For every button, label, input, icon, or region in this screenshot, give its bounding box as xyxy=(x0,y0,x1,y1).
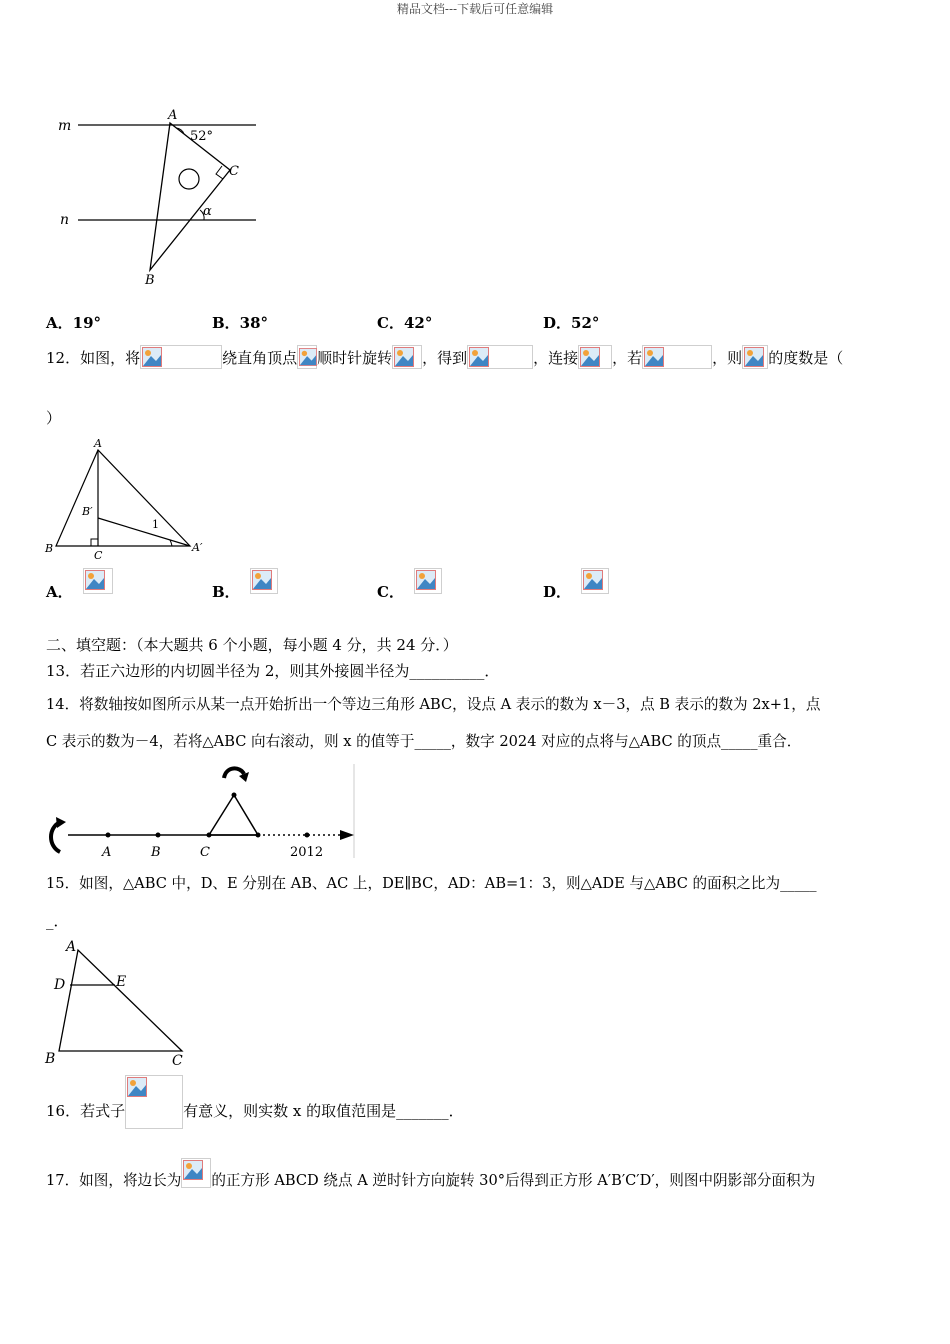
image-placeholder-icon xyxy=(125,1075,183,1129)
q11-option-a: A．19° xyxy=(46,314,102,332)
q12-text-2: 绕直角顶点 xyxy=(222,348,298,367)
figure-q11 xyxy=(50,100,270,295)
q12-option-c-label: C． xyxy=(377,583,404,601)
folded-triangle xyxy=(209,795,258,835)
alpha-label: α xyxy=(203,204,212,219)
angle-label: 52° xyxy=(190,129,214,144)
point-c xyxy=(207,833,212,838)
label-b: B xyxy=(45,1051,56,1067)
question-15-line-2: _． xyxy=(46,912,69,930)
q12-text-4: ，得到 xyxy=(422,348,468,367)
label-e: E xyxy=(116,974,127,990)
question-15-line-1: 15．如图，△ABC 中，D、E 分别在 AB、AC 上，DE∥BC，AD：AB=1：3，则△ADE 与△ABC 的面积之比为_____ xyxy=(46,875,817,892)
question-16 xyxy=(46,1074,464,1130)
label-b: B xyxy=(145,273,155,288)
section-heading: 二、填空题：（本大题共 6 个小题，每小题 4 分，共 24 分．） xyxy=(46,636,458,654)
point-2012 xyxy=(305,833,310,838)
q12-option-a xyxy=(46,568,113,602)
image-placeholder-icon xyxy=(578,345,612,369)
image-placeholder-icon xyxy=(297,345,317,369)
triangle-a-b-a1 xyxy=(56,450,190,546)
label-m: m xyxy=(58,118,72,134)
question-13: 13．若正六边形的内切圆半径为 2，则其外接圆半径为__________． xyxy=(46,662,500,680)
label-a: A xyxy=(94,437,102,450)
label-b: B xyxy=(151,845,161,860)
q12-text-7: ，则 xyxy=(712,348,743,367)
figure-q15 xyxy=(42,935,192,1070)
label-d: D xyxy=(54,977,66,993)
q17-text-pre: 17．如图，将边长为 xyxy=(46,1171,182,1189)
image-placeholder-icon xyxy=(140,345,222,369)
q11-option-b: B．38° xyxy=(212,314,269,332)
q11-option-c: C．42° xyxy=(377,314,433,332)
triangle-abc xyxy=(59,950,182,1051)
q12-text-8: 的度数是（ xyxy=(768,348,844,367)
q11-option-d: D．52° xyxy=(543,314,600,332)
label-a: A xyxy=(102,845,112,860)
right-angle-mark xyxy=(216,166,223,179)
q12-text-1: 12．如图，将 xyxy=(46,348,141,367)
q12-text-5: ，连接 xyxy=(533,348,579,367)
label-a: A xyxy=(66,939,77,955)
label-n: n xyxy=(60,212,70,228)
q12-line xyxy=(46,343,843,371)
triangle-abc xyxy=(150,123,230,270)
q12-option-c xyxy=(377,568,442,602)
question-17 xyxy=(46,1158,815,1188)
image-placeholder-icon xyxy=(742,345,768,369)
image-placeholder-icon xyxy=(392,345,422,369)
q16-text-post: 有意义，则实数 x 的取值范围是_______． xyxy=(183,1101,464,1120)
image-placeholder-icon xyxy=(467,345,533,369)
point-a xyxy=(106,833,111,838)
figure-q14 xyxy=(44,760,358,860)
image-placeholder-icon xyxy=(250,568,278,594)
figure-q12 xyxy=(42,436,217,564)
question-14-line-2: C 表示的数为－4，若将△ABC 向右滚动，则 x 的值等于_____，数字 2024 对应的点将与△ABC 的顶点_____重合． xyxy=(46,733,802,750)
q12-option-d xyxy=(543,568,609,602)
q17-text-post: 的正方形 ABCD 绕点 A 逆时针方向旋转 30°后得到正方形 A′B′C′D′，则图中阴影部分面积为 xyxy=(211,1171,816,1189)
q12-text-6: ，若 xyxy=(612,348,643,367)
q12-option-d-label: D． xyxy=(543,583,572,601)
q12-option-b xyxy=(212,568,278,602)
image-placeholder-icon xyxy=(414,568,442,594)
point-b xyxy=(156,833,161,838)
image-placeholder-icon xyxy=(83,568,113,594)
question-14-line-1: 14．将数轴按如图所示从某一点开始折出一个等边三角形 ABC，设点 A 表示的数为 x－3，点 B 表示的数为 2x+1，点 xyxy=(46,696,821,713)
right-angle-mark xyxy=(91,539,98,546)
label-c: C xyxy=(200,845,210,860)
page-header: 精品文档---下载后可任意编辑 xyxy=(396,2,554,16)
image-placeholder-icon xyxy=(642,345,712,369)
q12-close-paren: ） xyxy=(46,409,62,427)
q12-option-a-label: A． xyxy=(46,583,73,601)
image-placeholder-icon xyxy=(181,1158,211,1188)
label-c: C xyxy=(229,164,239,179)
label-b-prime: B′ xyxy=(82,505,93,518)
label-a-prime: A′ xyxy=(192,541,203,554)
circle-mark xyxy=(179,169,199,189)
q12-option-b-label: B． xyxy=(212,583,240,601)
label-a: A xyxy=(168,108,178,123)
arrow-right-icon xyxy=(340,830,354,840)
label-2012: 2012 xyxy=(290,845,324,860)
image-placeholder-icon xyxy=(581,568,609,594)
point-right xyxy=(256,833,261,838)
point-apex xyxy=(232,793,237,798)
q16-text-pre: 16．若式子 xyxy=(46,1101,126,1120)
label-angle-1: 1 xyxy=(152,518,159,531)
label-c: C xyxy=(94,549,103,562)
label-c: C xyxy=(172,1053,183,1069)
q12-text-3: 顺时针旋转 xyxy=(317,348,393,367)
label-b: B xyxy=(45,542,54,555)
